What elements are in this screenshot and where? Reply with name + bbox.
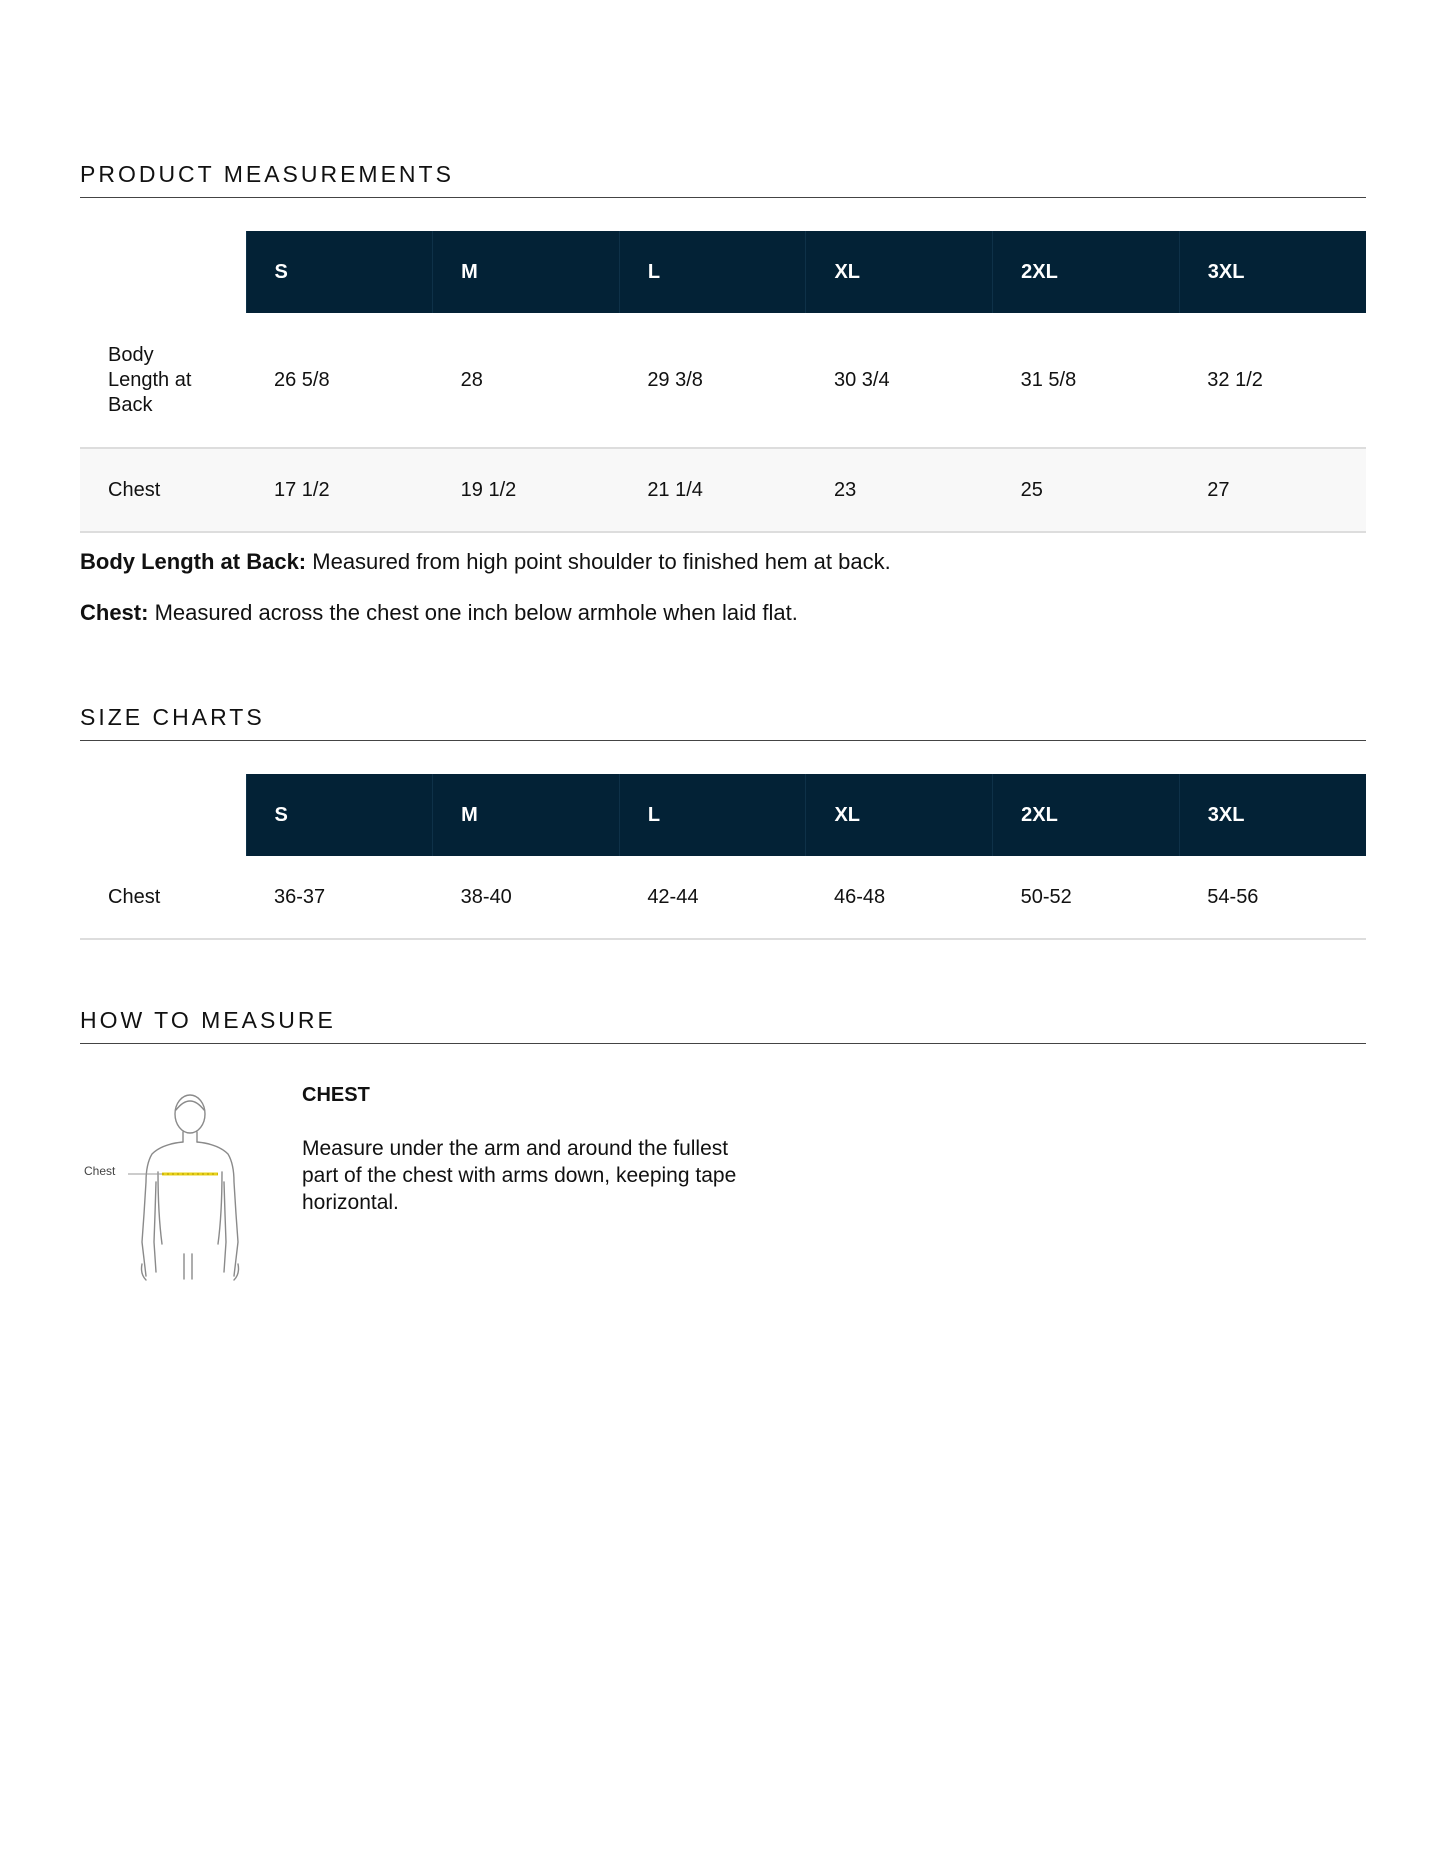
table-cell: 54-56 xyxy=(1179,856,1366,939)
table-cell: 36-37 xyxy=(246,856,433,939)
size-header: XL xyxy=(806,774,993,856)
table-cell: 29 3/8 xyxy=(619,313,806,448)
size-header: 2XL xyxy=(993,774,1180,856)
size-header: XL xyxy=(806,231,993,313)
table-cell: 25 xyxy=(993,448,1180,532)
header-blank-cell xyxy=(80,231,246,313)
table-cell: 46-48 xyxy=(806,856,993,939)
row-label: Chest xyxy=(80,856,246,939)
table-cell: 30 3/4 xyxy=(806,313,993,448)
table-cell: 42-44 xyxy=(619,856,806,939)
note-text: Measured from high point shoulder to finished hem at back. xyxy=(306,549,891,574)
table-cell: 21 1/4 xyxy=(619,448,806,532)
note-term: Chest: xyxy=(80,600,149,625)
size-header: 3XL xyxy=(1179,774,1366,856)
size-header-row xyxy=(80,774,1366,856)
table-cell: 38-40 xyxy=(433,856,620,939)
table-cell: 27 xyxy=(1179,448,1366,532)
how-to-measure-section xyxy=(80,1007,1366,1264)
size-header-row xyxy=(80,231,1366,313)
product-measurements-section xyxy=(80,161,1366,627)
size-header: M xyxy=(433,231,620,313)
how-to-measure-text xyxy=(302,1084,742,1216)
measurement-notes xyxy=(80,548,1366,627)
size-charts-section xyxy=(80,704,1366,940)
size-header: L xyxy=(619,231,806,313)
table-row xyxy=(80,448,1366,532)
table-row xyxy=(80,856,1366,939)
note xyxy=(80,548,1366,576)
row-label: Chest xyxy=(80,448,246,532)
torso-outline-icon xyxy=(100,1084,240,1284)
table-cell: 26 5/8 xyxy=(246,313,433,448)
section-title-product-measurements: PRODUCT MEASUREMENTS xyxy=(80,161,1366,198)
size-header: 3XL xyxy=(1179,231,1366,313)
size-header: 2XL xyxy=(993,231,1180,313)
row-label xyxy=(80,313,246,448)
table-cell: 23 xyxy=(806,448,993,532)
table-cell: 50-52 xyxy=(993,856,1180,939)
product-measurements-table xyxy=(80,231,1366,533)
measure-heading: CHEST xyxy=(302,1084,370,1106)
measure-description: Measure under the arm and around the fullest part of the chest with arms down, keeping tape horizontal. xyxy=(302,1137,737,1214)
size-header: S xyxy=(246,774,433,856)
table-cell: 31 5/8 xyxy=(993,313,1180,448)
note xyxy=(80,599,1366,627)
note-text: Measured across the chest one inch below armhole when laid flat. xyxy=(148,600,798,625)
table-cell: 28 xyxy=(433,313,620,448)
size-charts-table xyxy=(80,774,1366,940)
table-cell: 19 1/2 xyxy=(433,448,620,532)
section-title-size-charts: SIZE CHARTS xyxy=(80,704,1366,741)
how-to-measure-content xyxy=(80,1044,1366,1264)
table-row xyxy=(80,313,1366,448)
note-term: Body Length at Back: xyxy=(80,549,307,574)
size-header: S xyxy=(246,231,433,313)
table-cell: 32 1/2 xyxy=(1179,313,1366,448)
body-figure-illustration xyxy=(84,1084,240,1284)
row-label-text: Body Length at Back xyxy=(108,343,192,416)
size-header: L xyxy=(619,774,806,856)
header-blank-cell xyxy=(80,774,246,856)
figure-chest-label: Chest xyxy=(84,1164,116,1178)
table-cell: 17 1/2 xyxy=(246,448,433,532)
size-header: M xyxy=(433,774,620,856)
section-title-how-to-measure: HOW TO MEASURE xyxy=(80,1007,1366,1044)
